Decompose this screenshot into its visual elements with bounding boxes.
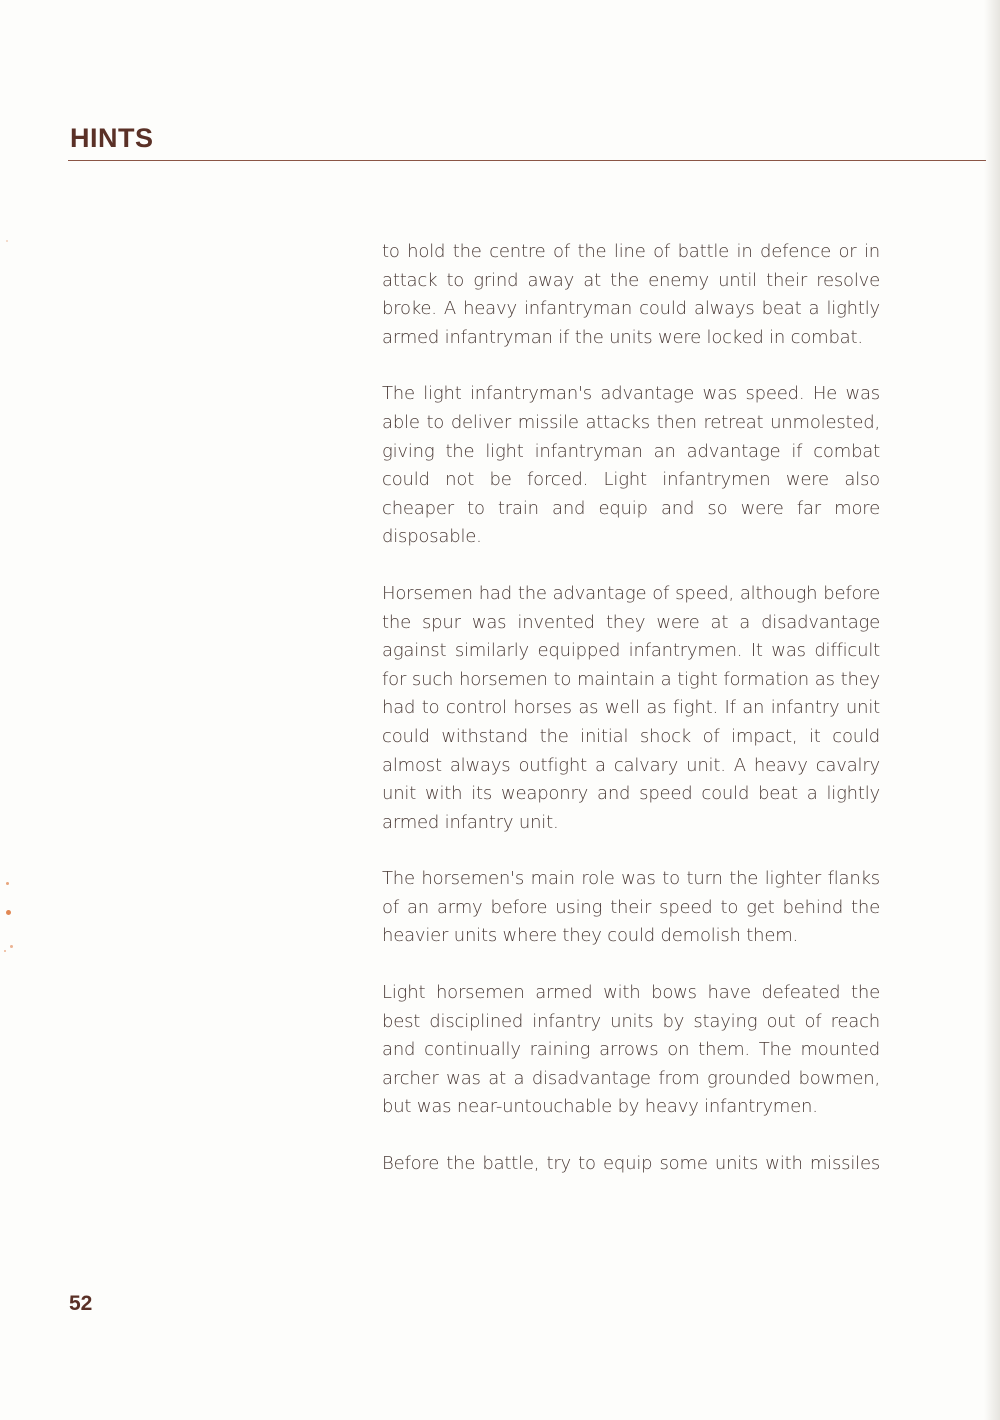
paragraph-horsemen-role: The horsemen's main role was to turn the lighter flanks of an army before using their speed to get behind the heavier units where they could demolish them. xyxy=(382,868,880,947)
scan-speck xyxy=(6,240,8,242)
page-edge-shadow xyxy=(984,0,1000,1420)
paragraph-before-battle: Before the battle, try to equip some units with missiles xyxy=(382,1153,880,1175)
paragraph-horsemen: Horsemen had the advantage of speed, although before the spur was invented they were at a disadvantage against similarly equipped infantrymen. It was difficult for such horsemen to maintain a tight formation as they had to control horses as well as fight. If an infantry unit could withstand the initial shock of impact, it could almost always outfight a calvary unit. A heavy cavalry unit with its weaponry and speed could beat a lightly armed infantry unit. xyxy=(382,582,880,833)
paragraph-heavy-infantry: to hold the centre of the line of battle in defence or in attack to grind away at the enemy until their resolve broke. A heavy infantryman could always beat a lightly armed infantryman if the units were locked in combat. xyxy=(382,241,880,348)
header-divider xyxy=(68,160,986,161)
scan-speck xyxy=(4,950,6,952)
scan-speck xyxy=(6,910,11,915)
body-text-column xyxy=(382,238,880,1207)
paragraph-light-infantry: The light infantryman's advantage was speed. He was able to deliver missile attacks then retreat unmolested, giving the light infantryman an advantage if combat could not be forced. Light infantrymen were also cheaper to train and equip and so were far more disposable. xyxy=(382,383,880,548)
page-number: 52 xyxy=(69,1292,93,1315)
scan-speck xyxy=(6,882,9,885)
section-title: HINTS xyxy=(70,123,154,153)
paragraph-light-horsemen: Light horsemen armed with bows have defeated the best disciplined infantry units by staying out of reach and continually raining arrows on them. The mounted archer was at a disadvantage from grounded bowmen, but was near-untouchable by heavy infantrymen. xyxy=(382,982,880,1118)
scan-speck xyxy=(10,945,13,948)
